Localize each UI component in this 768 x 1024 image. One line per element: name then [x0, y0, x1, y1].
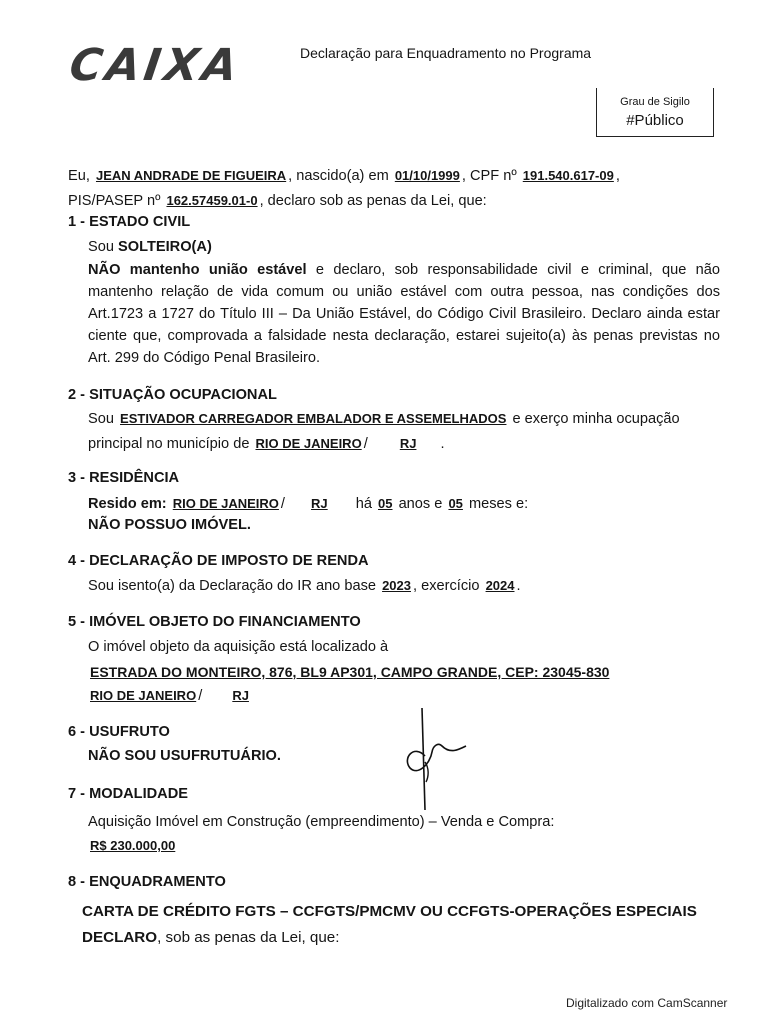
s2-sou: Sou [88, 411, 114, 427]
section-6-title: 6 - USUFRUTO [68, 724, 170, 740]
intro-eu: Eu, [68, 168, 90, 184]
s3-anos-e: anos e [398, 496, 443, 512]
section-2-title: 2 - SITUAÇÃO OCUPACIONAL [68, 387, 277, 403]
caixa-logo: CAIXA [66, 40, 245, 91]
occupation-city: RIO DE JANEIRO [255, 436, 362, 451]
document-title: Declaração para Enquadramento no Programa [300, 45, 592, 61]
s8-carta: CARTA DE CRÉDITO FGTS – CCFGTS/PMCMV OU CCFGTS-OPERAÇÕES ESPECIAIS [82, 903, 697, 920]
intro-line-1 [68, 166, 620, 186]
section-5-title: 5 - IMÓVEL OBJETO DO FINANCIAMENTO [68, 614, 361, 630]
s2-line-1 [88, 409, 680, 429]
s2-principal: principal no município de [88, 436, 250, 452]
residence-uf: RJ [311, 496, 328, 511]
ir-ano-base: 2023 [382, 578, 411, 593]
s4-exercicio: , exercício [412, 578, 480, 594]
s8-declaro-line [82, 928, 339, 948]
s2-slash: / [363, 436, 368, 452]
pis-value: 162.57459.01-0 [166, 193, 258, 208]
section-1-title: 1 - ESTADO CIVIL [68, 214, 191, 230]
property-address: ESTRADA DO MONTEIRO, 876, BL9 AP301, CAMPO GRANDE, CEP: 23045-830 [90, 664, 610, 680]
s3-resido: Resido em: [88, 496, 167, 512]
sigilo-value: #Público [626, 112, 684, 129]
s3-line-1 [88, 494, 528, 514]
s5-city-line [88, 686, 251, 706]
occupation-uf: RJ [399, 436, 417, 451]
s1-paragraph [88, 259, 720, 369]
s4-line [88, 576, 521, 596]
s2-line-2 [88, 434, 445, 454]
intro-declaro: , declaro sob as penas da Lei, que: [259, 193, 487, 209]
s1-bold-lead: NÃO mantenho união estável [88, 262, 307, 278]
s5-address-line [88, 662, 611, 683]
sigilo-label: Grau de Sigilo [620, 96, 690, 108]
declarant-name: JEAN ANDRADE DE FIGUEIRA [95, 168, 287, 183]
financing-value: R$ 230.000,00 [90, 838, 176, 853]
s3-ha: há [355, 496, 372, 512]
pis-label: PIS/PASEP nº [68, 193, 161, 209]
s3-slash: / [280, 496, 285, 512]
s2-exerco: e exerço minha ocupação [512, 411, 680, 427]
signature-mark [396, 706, 474, 812]
sigilo-box [596, 88, 714, 137]
s8-declaro-rest: , sob as penas da Lei, que: [157, 929, 340, 946]
s3-meses-e: meses e: [468, 496, 529, 512]
section-4-title: 4 - DECLARAÇÃO DE IMPOSTO DE RENDA [68, 553, 369, 569]
s4-dot: . [516, 578, 521, 594]
s7-text: Aquisição Imóvel em Construção (empreendimento) – Venda e Compra: [88, 814, 555, 830]
cpf-value: 191.540.617-09 [522, 168, 614, 183]
residence-city: RIO DE JANEIRO [172, 496, 279, 511]
s3-imovel: NÃO POSSUO IMÓVEL. [88, 517, 251, 533]
s5-text: O imóvel objeto da aquisição está localizado à [88, 639, 389, 655]
cpf-label: , CPF nº [461, 168, 517, 184]
section-8-title: 8 - ENQUADRAMENTO [68, 874, 226, 890]
s1-paragraph-text: e declaro, sob responsabilidade civil e criminal, que não mantenho relação de vida comum ou união estável com outra pessoa, nas condições dos Art.1723 a 1727 do Título III – Da União Estável, do Código Civil Brasileiro. Declaro ainda estar ciente que, comprovada a falsidade nesta declaração, estarei sujeito(a) às penas previstas no Art. 299 do Código Penal Brasileiro. [88, 262, 720, 366]
intro-nascido: , nascido(a) em [288, 168, 389, 184]
camscanner-watermark: Digitalizado com CamScanner [566, 996, 728, 1010]
s4-text: Sou isento(a) da Declaração do IR ano base [88, 578, 376, 594]
s5-slash: / [198, 688, 203, 704]
s7-value-line [88, 836, 177, 856]
residence-years: 05 [378, 496, 393, 511]
s1-sou: Sou [88, 239, 114, 255]
property-city: RIO DE JANEIRO [90, 688, 197, 703]
marital-status: SOLTEIRO(A) [118, 239, 212, 255]
s1-status-line [88, 237, 212, 257]
section-3-title: 3 - RESIDÊNCIA [68, 470, 180, 486]
s2-dot: . [440, 436, 445, 452]
section-7-title: 7 - MODALIDADE [68, 786, 188, 802]
property-uf: RJ [232, 688, 249, 703]
occupation-value: ESTIVADOR CARREGADOR EMBALADOR E ASSEMELHADOS [120, 411, 507, 426]
ir-exercicio: 2024 [485, 578, 515, 593]
residence-months: 05 [448, 496, 463, 511]
intro-line-2 [68, 191, 487, 211]
s6-text: NÃO SOU USUFRUTUÁRIO. [88, 748, 281, 764]
s8-declaro-bold: DECLARO [82, 929, 158, 946]
birth-date: 01/10/1999 [394, 168, 460, 183]
intro-comma: , [615, 168, 620, 184]
